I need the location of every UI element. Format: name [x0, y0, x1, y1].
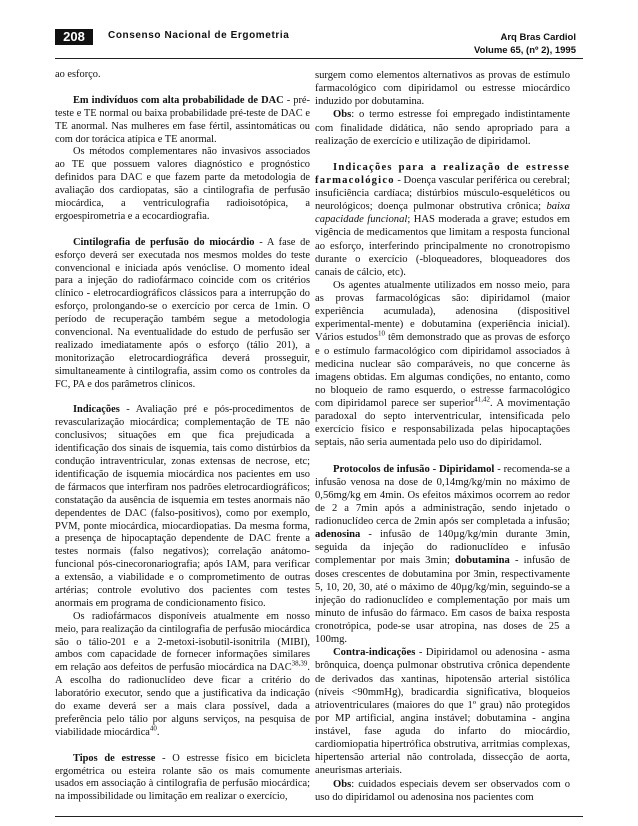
citation: 40 [149, 724, 157, 733]
section-heading: Obs [333, 109, 352, 121]
section-heading: Protocolos de infusão - Dipiridamol [333, 463, 495, 475]
paragraph: Os agentes atualmente utilizados em nosso meio, para as provas farmacológicas são: dipiridamol (maior experiência acumulada), adenosina (dispositivel experimental-mente) e dobutamina (experiência inicial). Vários estudos$^{10}$ têm demonstrado que as provas de esforço e o estímulo farmacológico com dipiridamol associados à medicina nuclear são comparáveis, no que concerne às imagens obtidas. Em algumas condições, no entanto, como no bloqueio de ramo esquerdo, o estresse farmacológico com dipiridamol parece ser superior$^{41,42}$. A movimentação paradoxal do septo interventricular, intensificada pelo exercício físico e responsabilizada pelas hipocaptações septais, não seria aumentada pelo uso do dipiridamol. [315, 279, 570, 449]
left-column [55, 69, 310, 804]
paragraph: Indicações para a realização de estresse farmacológico - Doença vascular periférica ou cerebral; insuficiência cardíaca; distúrbios músculo-esqueléticos ou neurológicos; doença pulmonar obstrutiva crônica; baixa capacidade funcional; HAS moderada a grave; estudos em vigência de medicamentos que limitam a resposta funcional ao esforço, interferindo principalmente no cronotropismo durante o exercício (-bloqueadores, bloqueadores dos canais de cálcio, etc). [315, 161, 571, 278]
citation: 10 [378, 329, 386, 338]
paragraph: Os radiofármacos disponíveis atualmente em nosso meio, para realização da cintilografia de perfusão miocárdica são o tálio-201 e a 2-metoxi-isobutil-isonitrila (MIBI), ambos com capacidade de fornecer informações similares em relação aos defeitos de perfusão miocárdica na DAC$^{38,39}$. A escolha do radionuclídeo deve ficar a critério do laboratório executor, sendo que a justificativa da indicação do exame deverá ser a mais clara possível, dada a preferência pelo tálio por alguns serviços, na pesquisa de viabilidade miocárdica$^{40}$. [55, 610, 310, 738]
journal-info [474, 31, 576, 57]
paragraph: Protocolos de infusão - Dipiridamol - recomenda-se a infusão venosa na dose de 0,14mg/kg/min no máximo de 0,56mg/kg em 4min. Os efeitos máximos ocorrem ao redor de 2 a 7min após a administração, sendo injetado o radionuclídeo cerca de 2min após ser completada a infusão; adenosina - infusão de 140µg/kg/min durante 3min, seguida da injeção do radionuclídeo e infusão complementar por mais 3min; dobutamina - infusão de doses crescentes de dobutamina por 3min, respectivamente 5, 10, 20, 30, até o máximo de 40µg/kg/min, seguindo-se a injeção do radionuclídeo e complementação por mais um minuto de infusão do fármaco. Em casos de baixa resposta cronotrópica, pode-se usar atropina, nas doses de 25 a 100mg. [315, 463, 571, 646]
paragraph: ao esforço. [55, 69, 101, 80]
section-heading: Cintilografia de perfusão do miocárdio [73, 236, 255, 248]
citation: 38,39 [291, 659, 308, 668]
page-number: 208 [55, 29, 93, 45]
section-heading: Indicações para a realização de estresse farmacológico [315, 161, 570, 186]
journal-volume: Volume 65, (nº 2), 1995 [473, 45, 576, 56]
paragraph: Obs: o termo estresse foi empregado indistintamente com finalidade didática, não sendo apropriado para a realização de exercício e utilização de dipiridamol. [315, 109, 570, 147]
footer-rule [55, 816, 583, 817]
paragraph: Contra-indicações - Dipiridamol ou adenosina - asma brônquica, doença pulmonar obstrutiva crônica dependente de derivados das xantinas, hipotensão arterial sistólica (níveis <90mmHg), bradicardia significativa, bloqueios atrioventriculares (maiores do que 1º grau) não protegidos por MP artificial, angina instável; dobutamina - angina instável, fase aguda do infarto do miocárdio, cardiomiopatia hipertrófica obstrutiva, arritmias complexas, hipertensão arterial não controlada, dissecção de aorta, aneurismas arteriais. [315, 647, 570, 777]
paragraph: Indicações - Avaliação pré e pós-procedimentos de revascularização miocárdica; complementação de TE não conclusivos; situações em que fica prejudicada a identificação dos sinais de isquemia, tais como distúrbios da condução intraventricular, zonas extensas de necrose, etc; identificação de isquemia miocárdica nos pacientes em uso de fármacos que interfiram nos padrões eletrocardiográficos; constatação da ausência de isquemia em testes anormais não dependentes de DAC (falso-positivos), como por exemplo, PVM, ponte miocárdica, miocardiopatias. Da mesma forma, a presença de hipocaptação dependente de DAC frente a testes normais (falso negativos); correlação anátomo-funcional pós-cinecoronariografia; após IAM, para verificar a extensão, a viabilidade e o comprometimento de outras artérias; controle evolutivo dos pacientes com testes anormais em programa de condicionamento físico. [55, 404, 310, 609]
section-heading: Em indivíduos com alta probabilidade de DAC [73, 94, 284, 106]
paragraph: surgem como elementos alternativos as provas de estímulo farmacológico com dipiridamol ou estresse miocárdico induzido por dobutamina. [315, 70, 570, 108]
section-heading: Indicações [73, 404, 120, 416]
page-header [0, 0, 638, 60]
citation: 41,42 [474, 395, 491, 404]
header-rule [55, 58, 583, 59]
journal-name: Arq Bras Cardiol [500, 32, 576, 43]
running-title: Consenso Nacional de Ergometria [108, 30, 290, 41]
paragraph: Tipos de estresse - O estresse físico em bicicleta ergométrica ou esteira rolante são os mais comumente usados em associação à cintilografia de perfusão miocárdica; na impossibilidade ou limitação em realizar o exercício, [55, 752, 310, 803]
paragraph: Cintilografia de perfusão do miocárdio - A fase de esforço deverá ser executada nos mesmos moldes do teste convencional e iniciada após venóclise. O momento ideal para a injeção do radiofármaco coincide com os critérios clínico - eletrocardiográficos clássicos para a interrupção do esforço, prolongando-se o exercício por cerca de 1min. O período de recuperação também segue a metodologia convencional. Na eventualidade do estudo de perfusão ser realizado imediatamente após o esforço (tálio 201), a monitorização eletrocardiográfica deverá prosseguir, simultaneamente à cintilografia, assim como os controles da FC, PA e dos parâmetros clínicos. [55, 236, 310, 390]
paragraph: Obs: cuidados especiais devem ser observados com o uso do dipiridamol ou adenosina nos pacientes com [315, 778, 570, 803]
section-heading: Contra-indicações [333, 647, 416, 659]
section-heading: Tipos de estresse [73, 752, 156, 764]
paragraph: Os métodos complementares não invasivos associados ao TE que possuem valores diagnóstico e prognóstico definidos para DAC e que fazem parte da metodologia de avaliação dos cardiopatas, são a cintilografia de perfusão miocárdica, a ventriculografia radioisotópica, a ergoespirometria e a ecocardiografia. [55, 146, 310, 222]
right-column [315, 69, 570, 804]
section-heading: Obs [333, 778, 352, 790]
paragraph: Em indivíduos com alta probabilidade de DAC - pré-teste e TE normal ou baixa probabilidade pré-teste de DAC e TE anormal. Nas mulheres em fase fértil, assintomáticas ou com dor torácica atípica e TE anormal. [55, 94, 310, 145]
